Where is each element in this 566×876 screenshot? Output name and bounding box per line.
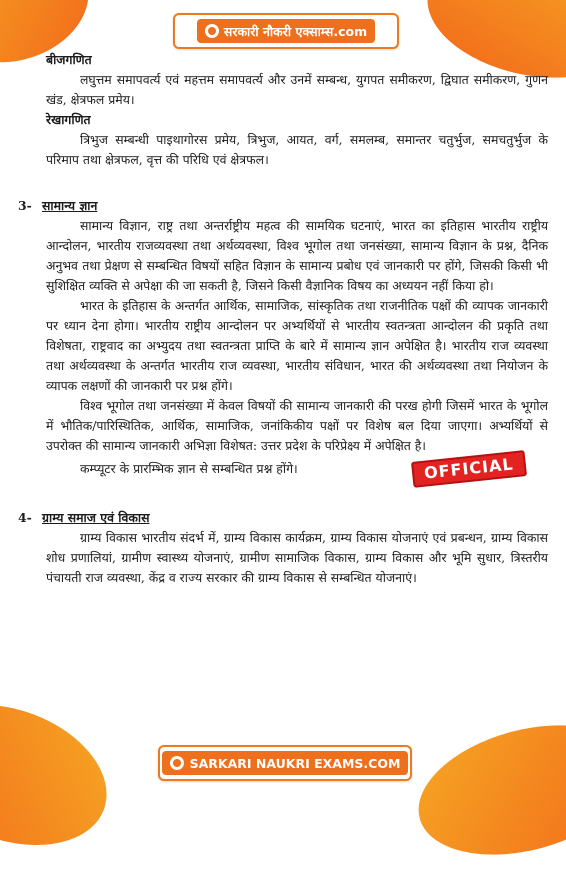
brand-logo-icon (170, 756, 184, 770)
section-3-title: सामान्य ज्ञान (42, 198, 98, 213)
section-4-header (18, 508, 548, 528)
footer-brand-badge[interactable] (158, 745, 412, 781)
header-brand-badge[interactable] (173, 13, 399, 49)
section-3-number: 3- (18, 198, 32, 213)
footer-brand-text: SARKARI NAUKRI EXAMS.COM (189, 755, 401, 771)
section-3-paragraph-1: सामान्य विज्ञान, राष्ट्र तथा अन्तर्राष्ट्रीय महत्व की सामयिक घटनाएं, भारत का इतिहास भारतीय राष्ट्रीय आन्दोलन, भारतीय राजव्यवस्था तथा अर्थव्यवस्था, विश्व भूगोल तथा जनसंख्या, सामान्य विज्ञान के प्रश्न, दैनिक अनुभव तथा प्रेक्षण से सम्बन्धित विषयों सहित विज्ञान के सामान्य प्रबोध एवं जानकारी पर होंगे, जिसकी किसी भी सुशिक्षित व्यक्ति से अपेक्षा की जा सकती है, जिसने किसी वैज्ञानिक विषय का अध्ययन नहीं किया हो। (46, 218, 548, 293)
algebra-text: लघुत्तम समापवर्त्य एवं महत्तम समापवर्त्य और उनमें सम्बन्ध, युगपत समीकरण, द्विघात समीकरण, गुणन खंड, क्षेत्रफल प्रमेय। (46, 72, 548, 107)
section-4-paragraph: ग्राम्य विकास भारतीय संदर्भ में, ग्राम्य विकास कार्यक्रम, ग्राम्य विकास योजनाएं एवं प्रबन्धन, ग्राम्य विकास शोध प्रणालियां, ग्रामीण स्वास्थ्य योजनाएं, ग्रामीण सामाजिक विकास, ग्राम्य विकास और भूमि सुधार, त्रिस्तरीय पंचायती राज व्यवस्था, केंद्र व राज्य सरकार की ग्राम्य विकास से सम्बन्धित योजनाएं। (46, 530, 548, 585)
official-stamp: OFFICIAL (411, 450, 527, 488)
section-3-paragraph-3: विश्व भूगोल तथा जनसंख्या में केवल विषयों की सामान्य जानकारी की परख होगी जिसमें भारत के भूगोल में भौतिक/पारिस्थितिक, आर्थिक, सामाजिक, जनांकिकीय पक्षों पर विशेष बल दिया जाएगा। अभ्यर्थियों से उपरोक्त की सामान्य जानकारी अभिज्ञा विशेषत: उत्तर प्रदेश के परिप्रेक्ष्य में अपेक्षित है। (46, 398, 548, 453)
brand-logo-icon (205, 24, 219, 38)
algebra-heading: बीजगणित (46, 52, 92, 67)
geometry-heading: रेखागणित (46, 112, 91, 127)
section-4-title: ग्राम्य समाज एवं विकास (42, 510, 150, 525)
geometry-text: त्रिभुज सम्बन्धी पाइथागोरस प्रमेय, त्रिभुज, आयत, वर्ग, समलम्ब, समान्तर चतुर्भुज, समचतुर्भुज के परिमाप तथा क्षेत्रफल, वृत्त की परिधि एवं क्षेत्रफल। (46, 132, 548, 167)
section-4-number: 4- (18, 510, 32, 525)
section-3-paragraph-2: भारत के इतिहास के अन्तर्गत आर्थिक, सामाजिक, सांस्कृतिक तथा राजनीतिक पक्षों की व्यापक जानकारी पर ध्यान देना होगा। भारतीय राष्ट्रीय आन्दोलन पर अभ्यर्थियों से भारतीय स्वतन्त्रता आन्दोलन की प्रकृति तथा विशेषता, राष्ट्रवाद का अभ्युदय तथा स्वतन्त्रता प्राप्ति के बारे में सामान्य ज्ञान अपेक्षित है। भारतीय राज व्यवस्था तथा अर्थव्यवस्था के अन्तर्गत भारतीय राज व्यवस्था, भारतीय संविधान, भारत की अर्थव्यवस्था तथा नियोजन के व्यापक लक्षणों की जानकारी पर प्रश्न होंगे। (46, 298, 549, 393)
section-3-computer-line: कम्प्यूटर के प्रारम्भिक ज्ञान से सम्बन्धित प्रश्न होंगे। (80, 461, 298, 476)
header-brand-text: सरकारी नौकरी एक्साम्स.com (223, 23, 368, 39)
document-body (18, 50, 548, 588)
decor-corner-bottom-left (0, 680, 126, 871)
section-3-header (18, 196, 548, 216)
decor-corner-bottom-right (404, 704, 566, 876)
